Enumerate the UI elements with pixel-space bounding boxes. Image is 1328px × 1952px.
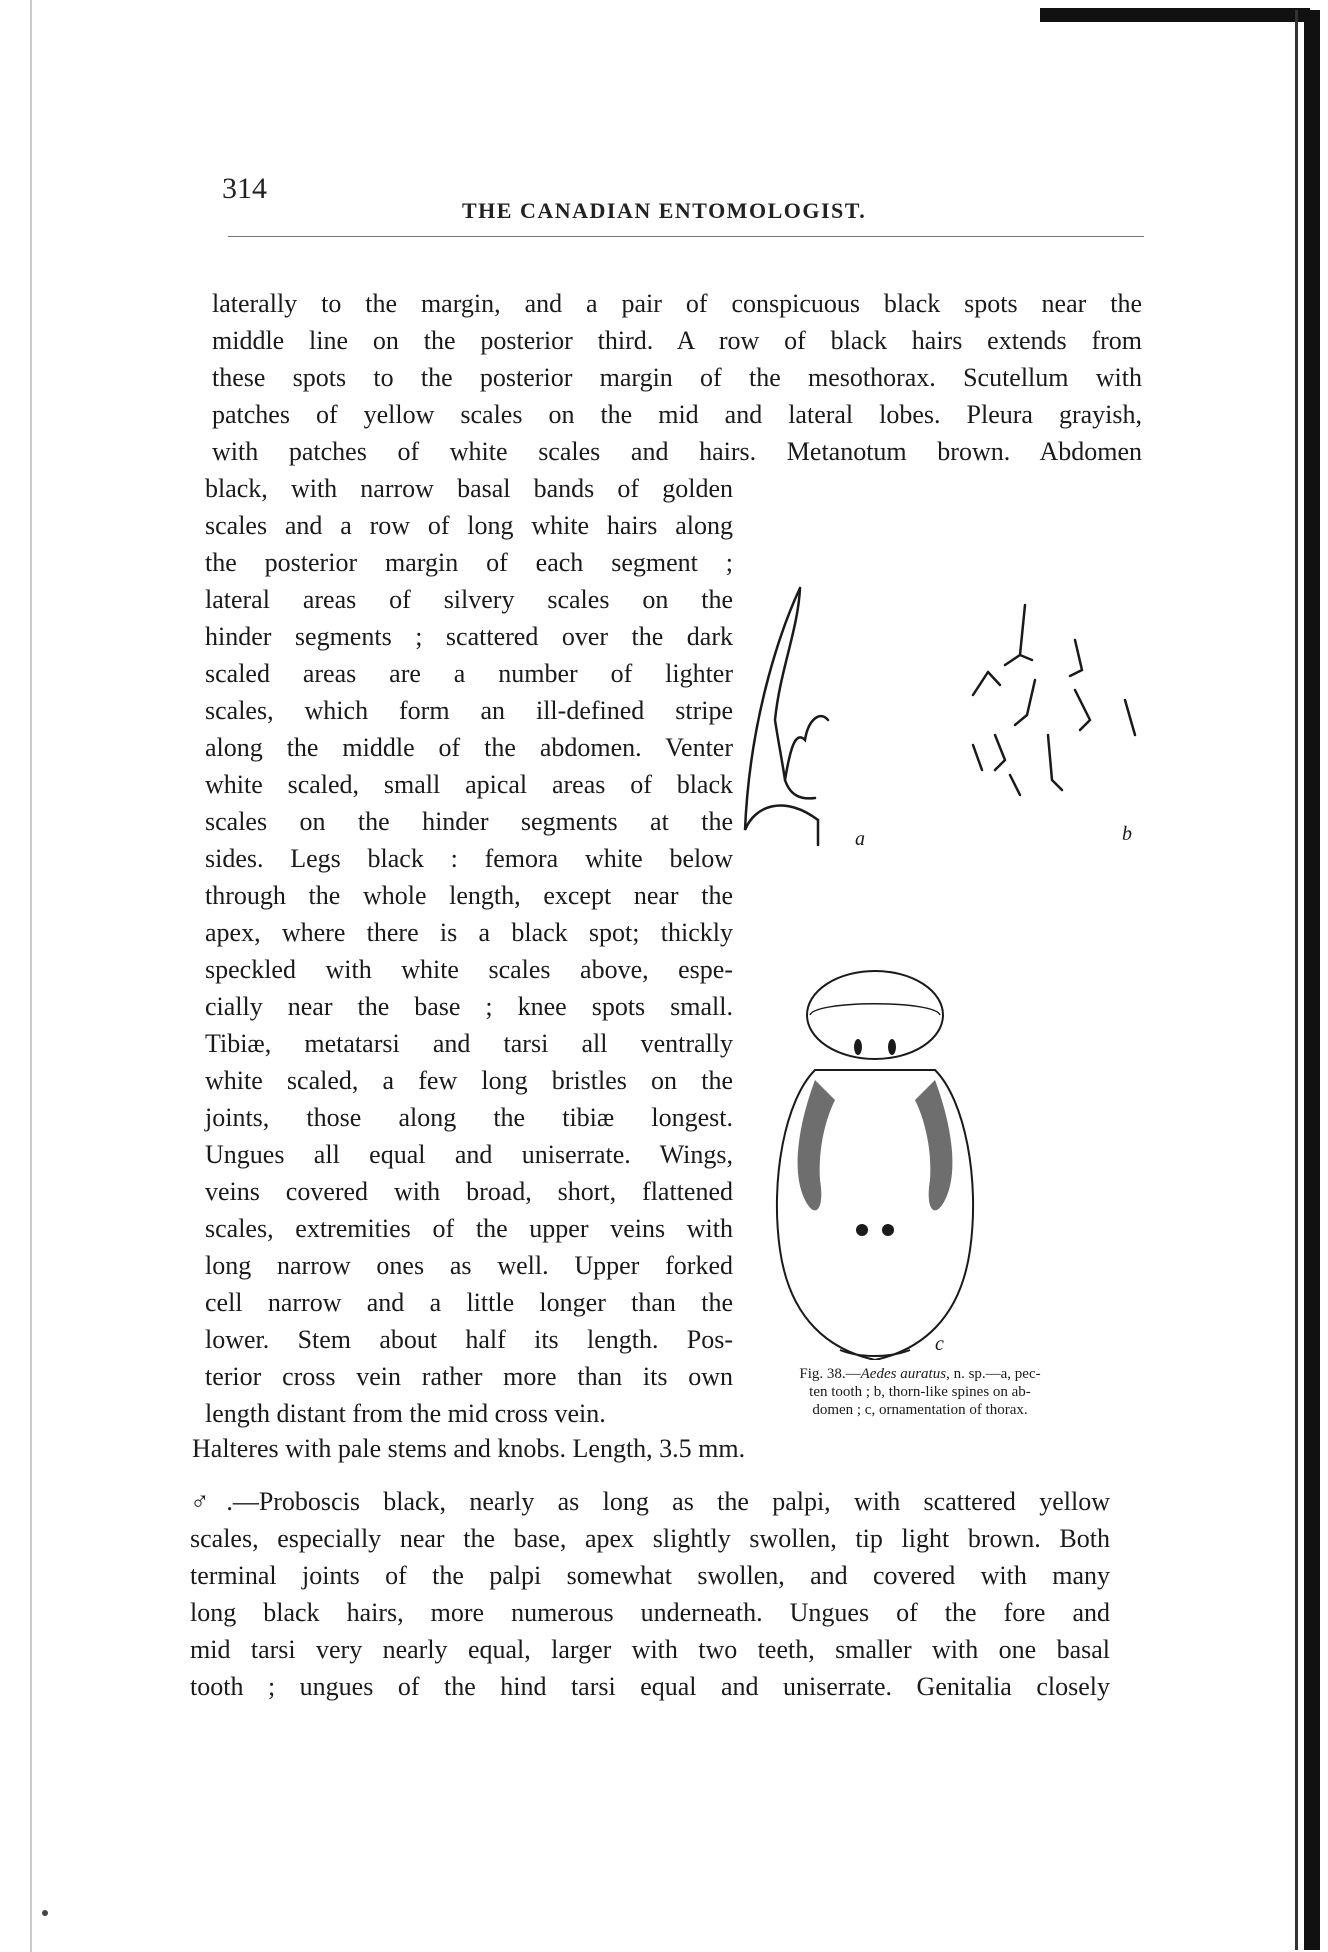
text-line: lateral areas of silvery scales on the <box>205 585 733 614</box>
text-line: lower. Stem about half its length. Pos- <box>205 1325 733 1354</box>
text-line: scales on the hinder segments at the <box>205 807 733 836</box>
text-line: black, with narrow basal bands of golden <box>205 474 733 503</box>
text-line: tooth ; ungues of the hind tarsi equal and uniserrate. Genitalia closely <box>190 1672 1110 1701</box>
paragraph-halteres <box>192 1430 892 1467</box>
figure-38 <box>730 560 1150 1360</box>
caption-line-2: ten tooth ; b, thorn-like spines on ab- <box>809 1384 1031 1400</box>
thorax-ornament-drawing <box>777 971 973 1360</box>
text-line: ♂.—Proboscis black, nearly as long as the palpi, with scattered yellow <box>190 1487 1110 1516</box>
text-line: joints, those along the tibiæ longest. <box>205 1103 733 1132</box>
text-line: long black hairs, more numerous underneath. Ungues of the fore and <box>190 1598 1110 1627</box>
figure-label-a: a <box>855 828 865 850</box>
text-line: middle line on the posterior third. A row of black hairs extends from <box>212 326 1142 355</box>
text-line: veins covered with broad, short, flattened <box>205 1177 733 1206</box>
text-line: laterally to the margin, and a pair of conspicuous black spots near the <box>212 289 1142 318</box>
paragraph-male <box>190 1483 1110 1705</box>
running-header <box>222 172 1152 222</box>
text-line: cell narrow and a little longer than the <box>205 1288 733 1317</box>
thorn-spines-drawing <box>973 605 1135 795</box>
paragraph-top <box>212 285 1142 470</box>
page-right-edge-thin <box>1295 10 1298 1950</box>
text-line: scales and a row of long white hairs along <box>205 511 733 540</box>
figure-label-b: b <box>1122 823 1132 845</box>
text-line: white scaled, a few long bristles on the <box>205 1066 733 1095</box>
text-line: the posterior margin of each segment ; <box>205 548 733 577</box>
paragraph-narrow <box>205 470 733 1432</box>
text-line: Ungues all equal and uniserrate. Wings, <box>205 1140 733 1169</box>
text-line: with patches of white scales and hairs. Metanotum brown. Abdomen <box>212 437 1142 466</box>
text-line: Halteres with pale stems and knobs. Length, 3.5 mm. <box>192 1434 746 1463</box>
figure-caption <box>720 1365 1120 1419</box>
caption-line-1 <box>720 1365 1120 1383</box>
caption-line-3: domen ; c, ornamentation of thorax. <box>812 1402 1028 1418</box>
text-line: patches of yellow scales on the mid and lateral lobes. Pleura grayish, <box>212 400 1142 429</box>
figure-label-c: c <box>935 1333 944 1355</box>
header-rule <box>228 236 1144 237</box>
text-line: terior cross vein rather more than its own <box>205 1362 733 1391</box>
text-line: scales, extremities of the upper veins with <box>205 1214 733 1243</box>
text-line: apex, where there is a black spot; thickly <box>205 918 733 947</box>
text-line: sides. Legs black : femora white below <box>205 844 733 873</box>
text-line: these spots to the posterior margin of the mesothorax. Scutellum with <box>212 363 1142 392</box>
text-line: speckled with white scales above, espe- <box>205 955 733 984</box>
text-line: long narrow ones as well. Upper forked <box>205 1251 733 1280</box>
text-line: terminal joints of the palpi somewhat swollen, and covered with many <box>190 1561 1110 1590</box>
pecten-tooth-drawing <box>745 588 828 845</box>
text-line: scaled areas are a number of lighter <box>205 659 733 688</box>
caption-prefix: Fig. 38.— <box>799 1366 861 1382</box>
running-title: THE CANADIAN ENTOMOLOGIST. <box>462 198 867 223</box>
page-right-edge <box>1304 10 1320 1950</box>
page-left-shadow <box>30 0 32 1952</box>
caption-rest: , n. sp.—a, pec- <box>946 1366 1041 1382</box>
text-line: scales, especially near the base, apex slightly swollen, tip light brown. Both <box>190 1524 1110 1553</box>
text-line: through the whole length, except near the <box>205 881 733 910</box>
page-top-edge <box>1040 8 1310 22</box>
page-speck <box>42 1910 48 1916</box>
text-line: Tibiæ, metatarsi and tarsi all ventrally <box>205 1029 733 1058</box>
caption-species: Aedes auratus <box>860 1366 947 1382</box>
text-line: scales, which form an ill-defined stripe <box>205 696 733 725</box>
text-line: cially near the base ; knee spots small. <box>205 992 733 1021</box>
text-line: mid tarsi very nearly equal, larger with two teeth, smaller with one basal <box>190 1635 1110 1664</box>
text-line: along the middle of the abdomen. Venter <box>205 733 733 762</box>
text-line: hinder segments ; scattered over the dark <box>205 622 733 651</box>
text-line: white scaled, small apical areas of black <box>205 770 733 799</box>
text-line: length distant from the mid cross vein. <box>205 1399 606 1428</box>
page-number: 314 <box>222 172 267 205</box>
